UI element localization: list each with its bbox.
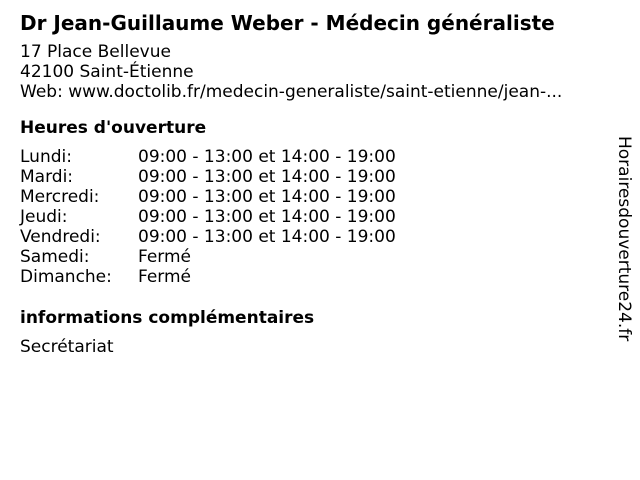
listing-card [20, 10, 600, 357]
day-label: Mardi: [20, 167, 74, 187]
day-hours: 09:00 - 13:00 et 14:00 - 19:00 [138, 167, 396, 187]
address-city: 42100 Saint-Étienne [20, 62, 194, 82]
day-hours: Fermé [138, 267, 192, 287]
site-watermark-text: Horairesdouverture24.fr [614, 136, 634, 342]
hours-row-dimanche [20, 267, 600, 287]
day-label: Vendredi: [20, 227, 101, 247]
hours-row-vendredi [20, 227, 600, 247]
day-label: Lundi: [20, 147, 72, 167]
website-text: Web: www.doctolib.fr/medecin-generaliste/saint-etienne/jean-... [20, 82, 563, 102]
hours-row-mardi [20, 167, 600, 187]
page-title: Dr Jean-Guillaume Weber - Médecin généraliste [20, 11, 555, 35]
hours-row-jeudi [20, 207, 600, 227]
day-hours: 09:00 - 13:00 et 14:00 - 19:00 [138, 147, 396, 167]
hours-row-samedi [20, 247, 600, 267]
info-text: Secrétariat [20, 337, 114, 357]
address-street: 17 Place Bellevue [20, 42, 171, 62]
day-label: Jeudi: [20, 207, 68, 227]
info-heading: informations complémentaires [20, 308, 315, 328]
hours-row-mercredi [20, 187, 600, 207]
day-label: Mercredi: [20, 187, 100, 207]
address-block [20, 42, 600, 102]
day-hours: 09:00 - 13:00 et 14:00 - 19:00 [138, 227, 396, 247]
hours-heading: Heures d'ouverture [20, 118, 207, 138]
day-hours: 09:00 - 13:00 et 14:00 - 19:00 [138, 207, 396, 227]
day-label: Samedi: [20, 247, 90, 267]
day-hours: Fermé [138, 247, 192, 267]
hours-row-lundi [20, 147, 600, 167]
hours-table [20, 147, 600, 287]
day-label: Dimanche: [20, 267, 112, 287]
day-hours: 09:00 - 13:00 et 14:00 - 19:00 [138, 187, 396, 207]
